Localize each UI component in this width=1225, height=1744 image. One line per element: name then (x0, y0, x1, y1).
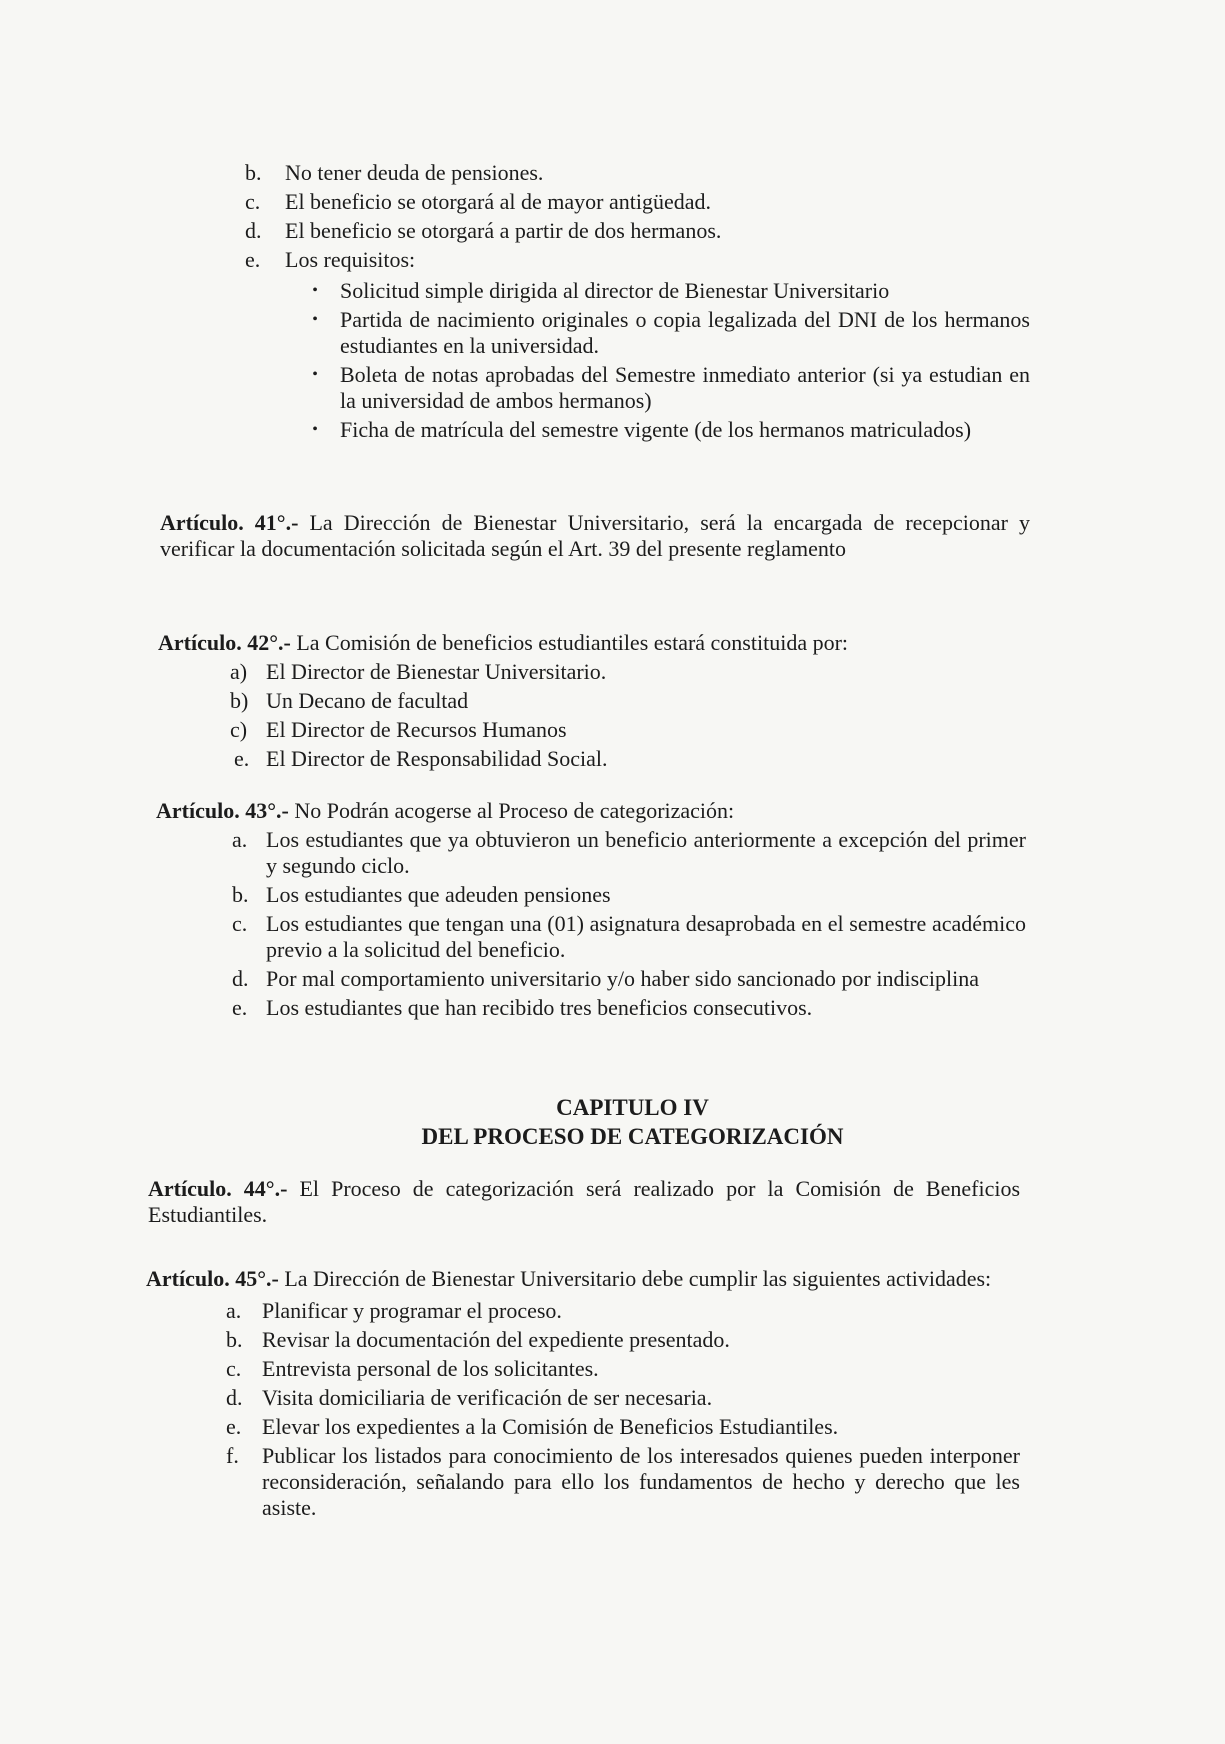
article-41 (160, 510, 1030, 562)
chapter-title: CAPITULO IV (556, 1095, 709, 1120)
article-text: El Proceso de categorización será realizado por la Comisión de Beneficios Estudiantiles. (148, 1176, 1021, 1227)
list-item (226, 1385, 1020, 1411)
list-text: No tener deuda de pensiones. (285, 160, 544, 185)
bullet-text: Boleta de notas aprobadas del Semestre inmediato anterior (si ya estudian en la universidad de ambos hermanos) (340, 362, 1030, 413)
bullet-text: Ficha de matrícula del semestre vigente (de los hermanos matriculados) (340, 417, 972, 442)
bullet-item (290, 362, 1030, 414)
list-item (230, 746, 1028, 772)
list-text: Los estudiantes que ya obtuvieron un beneficio anteriormente a excepción del primer y segundo ciclo. (266, 827, 1026, 878)
list-text: Los estudiantes que adeuden pensiones (266, 882, 611, 907)
bullet-item (290, 278, 1030, 304)
requisitos-list (290, 278, 1030, 446)
bullet-text: Solicitud simple dirigida al director de Bienestar Universitario (340, 278, 890, 303)
article-number: 43°.- (245, 798, 289, 823)
list-marker: a) (230, 659, 248, 684)
article-44 (148, 1176, 1020, 1228)
list-item (226, 1414, 1020, 1440)
list-marker: b. (226, 1327, 243, 1352)
article-label: Artículo. (156, 798, 240, 823)
list-text: Los estudiantes que han recibido tres beneficios consecutivos. (266, 995, 813, 1020)
article-heading (156, 798, 1026, 824)
article-text: La Dirección de Bienestar Universitario, será la encargada de recepcionar y verificar la documentación solicitada según el Art. 39 del presente reglamento (160, 510, 1030, 561)
list-item (232, 911, 1026, 963)
list-item (245, 189, 965, 215)
list-text: Entrevista personal de los solicitantes. (262, 1356, 599, 1381)
article-45 (146, 1266, 1020, 1524)
article-heading (158, 630, 1028, 656)
list-text: Revisar la documentación del expediente presentado. (262, 1327, 730, 1352)
list-marker: e. (234, 746, 250, 771)
list-marker: d. (245, 218, 262, 243)
list-marker: b. (232, 882, 249, 907)
list-item (230, 659, 1028, 685)
list-text: Los requisitos: (285, 247, 416, 272)
article-label: Artículo. (160, 510, 244, 535)
list-marker: d. (232, 966, 249, 991)
bullet-icon: • (312, 311, 318, 328)
chapter-subtitle: DEL PROCESO DE CATEGORIZACIÓN (421, 1124, 844, 1149)
list-text: El Director de Recursos Humanos (266, 717, 567, 742)
list-text: Planificar y programar el proceso. (262, 1298, 562, 1323)
list-text: Por mal comportamiento universitario y/o haber sido sancionado por indisciplina (266, 966, 980, 991)
list-item (232, 827, 1026, 879)
list-item (245, 160, 965, 186)
article-label: Artículo. (146, 1266, 230, 1291)
list-text: El beneficio se otorgará al de mayor antigüedad. (285, 189, 711, 214)
list-marker: e. (232, 995, 248, 1020)
list-item (226, 1298, 1020, 1324)
list-item (232, 966, 1026, 992)
list-text: El beneficio se otorgará a partir de dos hermanos. (285, 218, 722, 243)
list-item (230, 717, 1028, 743)
list-item (245, 247, 965, 273)
list-item (232, 995, 1026, 1021)
article-number: 44°.- (243, 1176, 288, 1201)
list-marker: b) (230, 688, 249, 713)
list-marker: d. (226, 1385, 243, 1410)
list-marker: e. (226, 1414, 242, 1439)
article-list (232, 827, 1026, 1021)
list-item (226, 1327, 1020, 1353)
list-marker: c. (226, 1356, 242, 1381)
bullet-item (290, 307, 1030, 359)
list-marker: f. (226, 1443, 239, 1468)
article-list (226, 1298, 1020, 1521)
list-top (245, 160, 965, 276)
list-item (230, 688, 1028, 714)
list-item (232, 882, 1026, 908)
article-43 (156, 798, 1026, 1024)
article-number: 45°.- (235, 1266, 279, 1291)
bullet-icon: • (312, 366, 318, 383)
bullet-icon: • (312, 421, 318, 438)
list-marker: c. (245, 189, 261, 214)
article-42 (158, 630, 1028, 775)
bullet-text: Partida de nacimiento originales o copia legalizada del DNI de los hermanos estudiantes en la universidad. (340, 307, 1030, 358)
list-text: El Director de Responsabilidad Social. (266, 746, 608, 771)
list-marker: a. (232, 827, 248, 852)
article-label: Artículo. (148, 1176, 232, 1201)
list-marker: e. (245, 247, 261, 272)
bullet-item (290, 417, 1030, 443)
list-text: Los estudiantes que tengan una (01) asignatura desaprobada en el semestre académico previo a la solicitud del beneficio. (266, 911, 1026, 962)
list-item (245, 218, 965, 244)
list-item (226, 1443, 1020, 1521)
article-heading (146, 1266, 1020, 1292)
bullet-icon: • (312, 282, 318, 299)
article-number: 41°.- (254, 510, 299, 535)
article-text: La Comisión de beneficios estudiantiles estará constituida por: (290, 630, 849, 655)
list-text: Elevar los expedientes a la Comisión de Beneficios Estudiantiles. (262, 1414, 839, 1439)
list-text: Publicar los listados para conocimiento de los interesados quienes pueden interponer reconsideración, señalando para ello los fundamentos de hecho y derecho que les asiste. (262, 1443, 1020, 1520)
list-item (226, 1356, 1020, 1382)
list-marker: b. (245, 160, 262, 185)
list-text: Un Decano de facultad (266, 688, 469, 713)
list-text: El Director de Bienestar Universitario. (266, 659, 607, 684)
list-marker: a. (226, 1298, 242, 1323)
article-text: La Dirección de Bienestar Universitario debe cumplir las siguientes actividades: (278, 1266, 992, 1291)
list-marker: c. (232, 911, 248, 936)
article-number: 42°.- (247, 630, 291, 655)
article-list (230, 659, 1028, 772)
article-text: No Podrán acogerse al Proceso de categorización: (288, 798, 735, 823)
article-label: Artículo. (158, 630, 242, 655)
list-text: Visita domiciliaria de verificación de ser necesaria. (262, 1385, 713, 1410)
list-marker: c) (230, 717, 248, 742)
